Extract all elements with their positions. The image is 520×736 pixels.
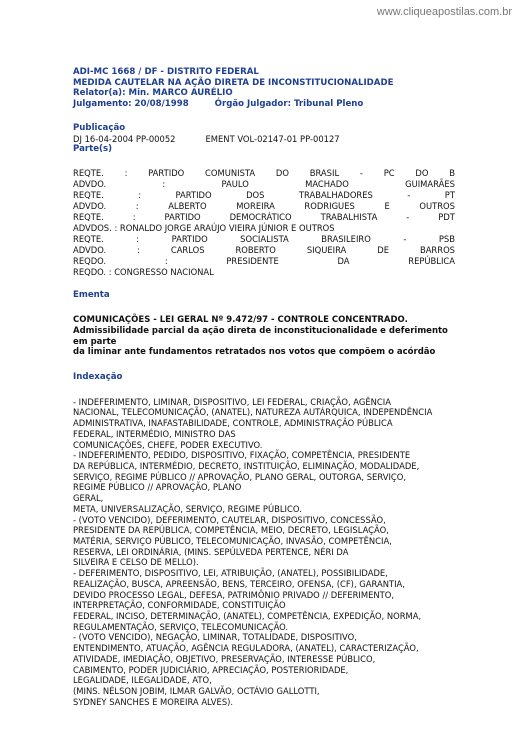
indexacao-line: SYDNEY SANCHES E MOREIRA ALVES). [73,696,234,707]
party-word: ADVDO. [73,178,107,189]
party-word: PC [383,167,395,178]
document [73,67,455,707]
party-word: DOS [246,189,265,200]
party-word: : [124,167,128,178]
indexacao-line: SILVEIRA E CELSO DE MELLO). [73,557,199,568]
case-subtitle: MEDIDA CAUTELAR NA AÇÃO DIRETA DE INCONSTITUCIONALIDADE [73,77,394,88]
party-word: DE [377,245,389,256]
indexacao-text [73,397,455,708]
party-word: PARTIDO [175,189,212,200]
party-word: ALBERTO [168,200,207,211]
party-word: : [137,245,140,256]
party-word: - [403,234,407,245]
party-word: REPÚBLICA [408,256,455,267]
indexacao-line: ATIVIDADE, IMEDIAÇÃO, OBJETIVO, PRESERVAÇÃO, INTERESSE PÚBLICO, [73,653,376,664]
indexacao-line: MATÉRIA, SERVIÇO PÚBLICO, TELECOMUNICAÇÃO, INVASÃO, COMPETÊNCIA, [73,535,392,546]
party-row [73,267,455,278]
case-title: ADI-MC 1668 / DF - DISTRITO FEDERAL [73,67,259,77]
party-word: OUTROS [419,200,455,211]
party-word: - [406,211,410,222]
indexacao-line: REALIZAÇÃO, BUSCA, APREENSÃO, BENS, TERCEIRO, OFENSA, (CF), GARANTIA, [73,578,405,589]
indexacao-line: REGIME PÚBLICO // APROVAÇÃO, PLANO [73,482,242,493]
indexacao-line: (MINS. NÉLSON JOBIM, ILMAR GALVÃO, OCTÁVIO GALLOTTI, [73,686,320,697]
ementa-text [73,315,455,358]
relator: Relator(a): Min. MARCO AURÉLIO [73,88,233,98]
ement-reference: EMENT VOL-02147-01 PP-00127 [205,133,340,144]
case-header [73,67,455,109]
indexacao-line: ENTENDIMENTO, ATUAÇÃO, AGÊNCIA REGULADORA, (ANATEL), CARACTERIZAÇÃO, [73,643,419,654]
party-row [73,190,455,201]
party-word: PT [444,189,455,200]
party-word: PDT [438,211,455,222]
party-word: PARTIDO [171,234,208,245]
party-word: REQTE. [73,189,104,200]
party-row [73,168,455,179]
party-word: E [384,200,390,211]
party-word: SIQUEIRA [306,245,347,256]
indexacao-line: - (VOTO VENCIDO), NEGAÇÃO, LIMINAR, TOTALIDADE, DISPOSITIVO, [73,632,357,643]
dj-reference: DJ 16-04-2004 PP-00052 [73,133,176,144]
party-word: REQDO. : CONGRESSO NACIONAL [73,267,214,278]
party-word: ROBERTO [235,245,276,256]
party-word: DA [337,256,350,267]
party-word: TRABALHISTA [320,211,378,222]
indexacao-line: LEGALIDADE, ILEGALIDADE, ATO, [73,675,212,686]
party-word: MOREIRA [236,200,275,211]
indexacao-line: NACIONAL, TELECOMUNICAÇÃO, (ANATEL), NATUREZA AUTÁRQUICA, INDEPENDÊNCIA [73,407,433,418]
party-word: REQTE. [73,234,104,245]
party-word: COMUNISTA [205,167,256,178]
party-word: REQDO. [73,256,107,267]
party-row [73,179,455,190]
ementa-heading: Ementa [73,290,110,301]
party-word: B [449,167,455,178]
party-word: : [162,178,166,189]
judgment-row [73,99,455,110]
party-word: SOCIALISTA [240,234,289,245]
party-word: PSB [438,234,455,245]
ementa-line: COMUNICAÇÕES - LEI GERAL Nº 9.472/97 - CONTROLE CONCENTRADO. [73,314,408,325]
party-row [73,201,455,212]
party-word: - [359,167,363,178]
party-row [73,212,455,223]
party-word: ADVDOS. : RONALDO JORGE ARAÚJO VIEIRA JÚNIOR E OUTROS [73,222,335,233]
party-word: BRASIL [309,167,340,178]
party-row [73,223,455,234]
party-word: BRASILEIRO [321,234,371,245]
indexacao-line: - DEFERIMENTO, DISPOSITIVO, LEI, ATRIBUIÇÃO, (ANATEL), POSSIBILIDADE, [73,568,388,579]
party-word: BARROS [419,245,455,256]
indexacao-line: RESERVA, LEI ORDINÁRIA, (MINS. SEPÚLVEDA PERTENCE, NÉRI DA [73,546,349,557]
party-word: MACHADO [305,178,349,189]
party-word: DO [415,167,429,178]
party-word: PARTIDO [148,167,185,178]
party-word: DEMOCRÁTICO [229,211,292,222]
party-word: : [138,189,142,200]
ementa-line: da liminar ante fundamentos retratados nos votos que compõem o acórdão [73,347,436,358]
indexacao-line: GERAL, [73,493,104,504]
indexacao-line: SERVIÇO, REGIME PÚBLICO // APROVAÇÃO, PLANO GERAL, OUTORGA, SERVIÇO, [73,471,407,482]
watermark: www.cliqueapostilas.com.br [376,6,512,18]
parties-heading: Parte(s) [73,144,113,154]
indexacao-heading: Indexação [73,372,123,383]
party-word: CARLOS [170,245,205,256]
judging-body: Órgão Julgador: Tribunal Pleno [214,98,364,109]
indexacao-line: - INDEFERIMENTO, LIMINAR, DISPOSITIVO, LEI FEDERAL, CRIAÇÃO, AGÊNCIA [73,396,391,407]
party-word: REQTE. [73,167,104,178]
indexacao-line: - (VOTO VENCIDO), DEFERIMENTO, CAUTELAR, DISPOSITIVO, CONCESSÃO, [73,514,386,525]
indexacao-line: - INDEFERIMENTO, PEDIDO, DISPOSITIVO, FIXAÇÃO, COMPETÊNCIA, PRESIDENTE [73,450,411,461]
party-word: ADVDO. [73,245,107,256]
indexacao-line: INTERPRETAÇÃO, CONFORMIDADE, CONSTITUIÇÃO [73,600,286,611]
party-word: : [132,211,136,222]
party-word: : [136,234,140,245]
party-word: PRESIDENTE [226,256,279,267]
party-word: TRABALHADORES [298,189,373,200]
parties-list [73,168,455,279]
indexacao-line: FEDERAL, INCISO, DETERMINAÇÃO, (ANATEL), COMPETÊNCIA, EXPEDIÇÃO, NORMA, [73,611,422,621]
party-word: PARTIDO [164,211,201,222]
party-word: : [164,256,168,267]
indexacao-line: META, UNIVERSALIZAÇÃO, SERVIÇO, REGIME PÚBLICO. [73,503,302,514]
party-word: DO [275,167,289,178]
judgment-date: Julgamento: 20/08/1998 [73,98,189,109]
indexacao-line: FEDERAL, INTERMÉDIO, MINISTRO DAS [73,428,236,439]
publication-heading: Publicação [73,123,126,133]
party-word: : [135,200,139,211]
indexacao-line: ADMINISTRATIVA, INAFASTABILIDADE, CONTROLE, ADMINISTRAÇÃO PÚBLICA [73,418,393,429]
party-word: RODRIGUES [304,200,355,211]
ementa-line: Admissibilidade parcial da ação direta de inconstitucionalidade e deferimento em parte [73,325,448,347]
party-word: GUIMARÃES [405,178,455,189]
indexacao-line: DEVIDO PROCESSO LEGAL, DEFESA, PATRIMÔNIO PRIVADO // DEFERIMENTO, [73,589,395,600]
party-word: ADVDO. [73,200,107,211]
party-row [73,245,455,256]
party-row [73,234,455,245]
indexacao-line: DA REPÚBLICA, INTERMÉDIO, DECRETO, INSTITUIÇÃO, ELIMINAÇÃO, MODALIDADE, [73,460,420,471]
party-row [73,256,455,267]
indexacao-line: CABIMENTO, PODER JUDICIÁRIO, APRECIAÇÃO, POSTERIORIDADE, [73,664,349,675]
publication-info [73,134,455,145]
indexacao-line: PRESIDENTE DA REPÚBLICA, COMPETÊNCIA, MEIO, DECRETO, LEGISLAÇÃO, [73,525,389,536]
indexacao-line: COMUNICAÇÕES, CHEFE, PODER EXECUTIVO. [73,439,263,450]
party-word: PAULO [221,178,249,189]
party-word: REQTE. [73,211,104,222]
party-word: - [407,189,411,200]
indexacao-line: REGULAMENTAÇÃO, SERVIÇO, TELECOMUNICAÇÃO. [73,621,289,632]
